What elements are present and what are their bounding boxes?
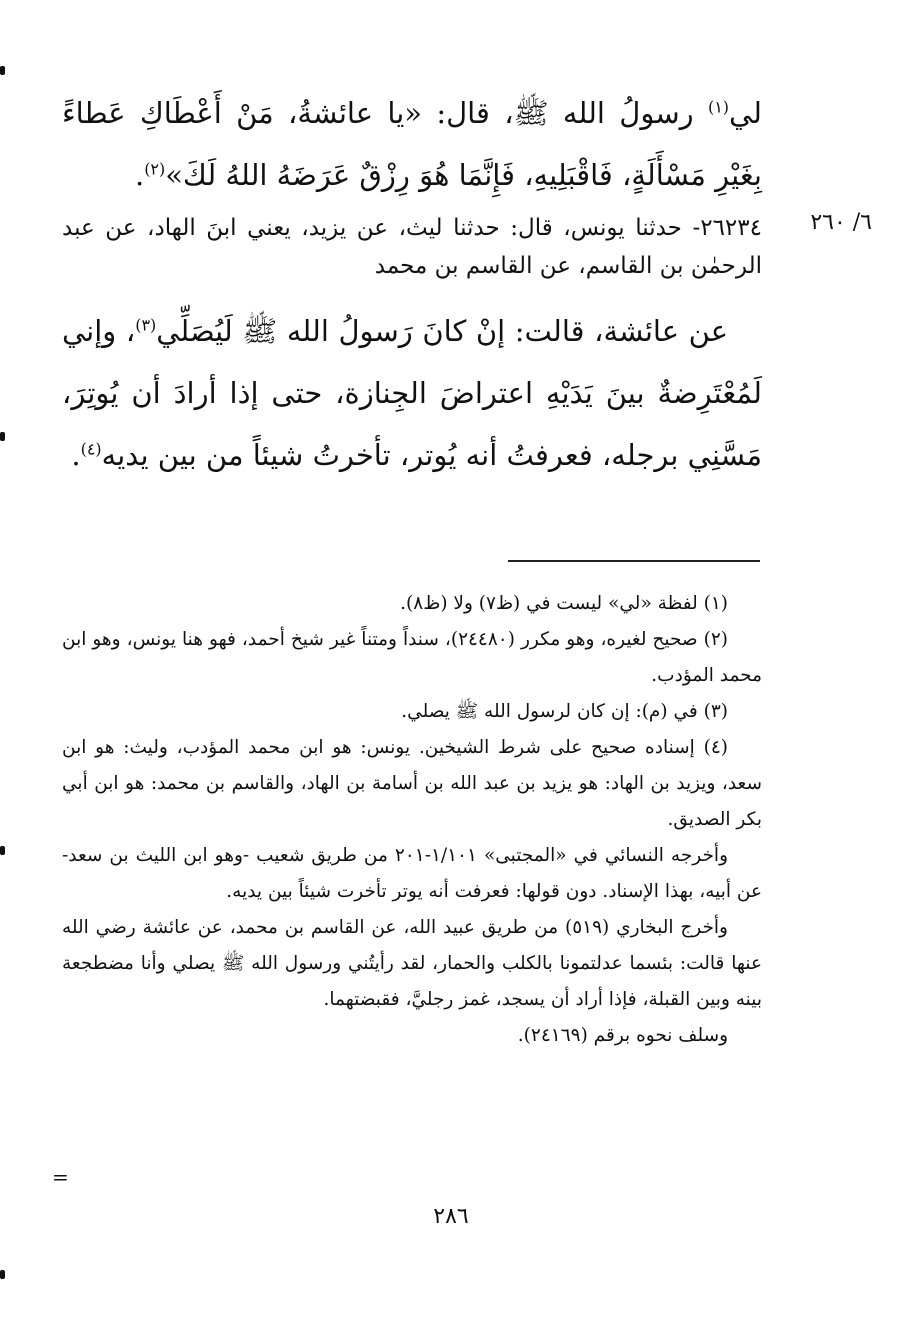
footnote-4-continuation: وأخرج البخاري (٥١٩) من طريق عبيد الله، عن القاسم بن محمد، عن عائشة رضي الله عنها قالت: بئسما عدلتمونا بالكلب والحمار، لقد رأيتُني ورسول الله ﷺ يصلي وأنا مضطجعة بينه وبين القبلة، فإذا أراد أن يسجد، غمز رجليَّ، فقبضتهما.	[62, 917, 762, 1010]
continued-hadith-text: لي$^{(١)}$ رسولُ الله ﷺ، قال: «يا عائشةُ، مَنْ أَعْطَاكِ عَطاءً بِغَيْرِ مَسْأَلَةٍ، فَاقْبَلِيهِ، فَإِنَّمَا هُوَ رِزْقٌ عَرَضَهُ اللهُ لَكَ»$^{(٢)}$.	[62, 96, 762, 192]
footnotes-section	[62, 586, 762, 1054]
footnote-2: (٢) صحيح لغيره، وهو مكرر (٢٤٤٨٠)، سنداً ومتناً غير شيخ أحمد، فهو هنا يونس، وهو ابن محمد المؤدب.	[62, 629, 762, 686]
footnote-separator	[508, 560, 760, 562]
footnote-ref-3: (٣)	[135, 315, 157, 335]
hadith-number: ٢٦٢٣٤-	[692, 215, 762, 241]
footnote-4: (٤) إسناده صحيح على شرط الشيخين. يونس: هو ابن محمد المؤدب، وليث: هو ابن سعد، ويزيد بن الهاد: هو يزيد بن عبد الله بن أسامة بن الهاد، والقاسم بن محمد: هو ابن أبي بكر الصديق.	[62, 737, 762, 830]
footnote-ref-2: (٢)	[144, 159, 166, 179]
scan-edge-mark	[0, 1270, 5, 1279]
footnote-1: (١) لفظة «لي» ليست في (ظ٧) ولا (ظ٨).	[400, 593, 728, 614]
footnote-ref-4: (٤)	[80, 439, 102, 459]
hadith-matn: عن عائشة، قالت: إنْ كانَ رَسولُ الله ﷺ لَيُصَلِّي$^{(٣)}$، وإني لَمُعْتَرِضةٌ بينَ يَدَيْهِ اعتراضَ الجِنازة، حتى إذا أرادَ أن يُوتِرَ، مَسَّنِي برجله، فعرفتُ أنه يُوتر، تأخرتُ شيئاً من بين يديه$^{(٤)}$.	[62, 314, 762, 472]
scan-edge-mark	[0, 66, 5, 75]
hadith-isnad: ٢٦٢٣٤- حدثنا يونس، قال: حدثنا ليث، عن يزيد، يعني ابنَ الهاد، عن عبد الرحمٰن بن القاسم، عن القاسم بن محمد	[62, 215, 762, 279]
scan-edge-mark	[0, 432, 5, 441]
footnote-ref-1: (١)	[707, 97, 729, 117]
scan-edge-mark	[0, 846, 5, 855]
footnote-4-continuation: وسلف نحوه برقم (٢٤١٦٩).	[517, 1025, 728, 1046]
footnote-3: (٣) في (م): إن كان لرسول الله ﷺ يصلي.	[401, 701, 728, 722]
page-number: ٢٨٦	[433, 1204, 469, 1229]
continuation-mark: =	[52, 1165, 69, 1189]
footnote-4-continuation: وأخرجه النسائي في «المجتبى» ١/١٠١-٢٠١ من طريق شعيب -وهو ابن الليث بن سعد- عن أبيه، بهذا الإسناد. دون قولها: فعرفت أنه يوتر تأخرت شيئاً بين يديه.	[62, 845, 762, 902]
margin-reference: ٦/ ٢٦٠	[810, 210, 872, 235]
